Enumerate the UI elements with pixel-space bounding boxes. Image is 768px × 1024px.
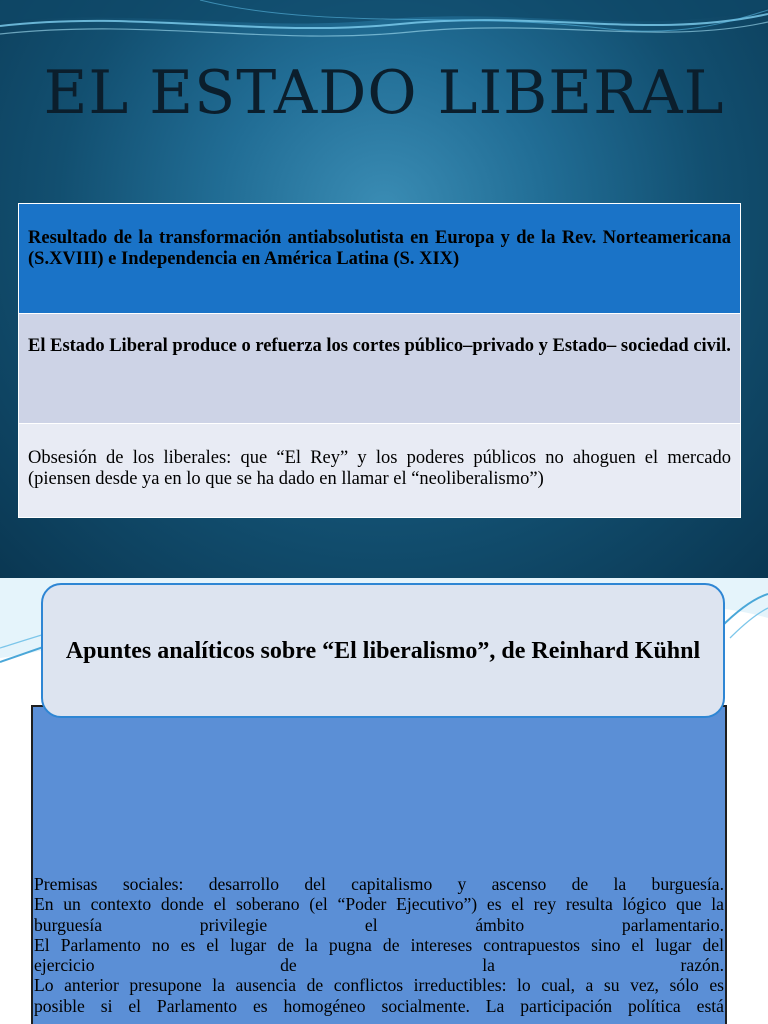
slide-apuntes-analiticos [0, 578, 768, 1024]
row-text: El Estado Liberal produce o refuerza los cortes público–privado y Estado– sociedad civil. [28, 336, 731, 356]
content-line: El Parlamento no es el lugar de la pugna de intereses contrapuestos sino el lugar del [34, 934, 724, 955]
row-text: Resultado de la transformación antiabsolutista en Europa y de la Rev. Norteamericana (S.XVIII) e Independencia en América Latina (S. XIX) [28, 228, 731, 269]
row-text: Obsesión de los liberales: que “El Rey” y los poderes públicos no ahoguen el mercado (piensen desde ya en lo que se ha dado en llamar el “neoliberalismo”) [28, 448, 731, 489]
section-header-box [41, 583, 725, 718]
content-line: burguesía privilegie el ámbito parlamentario. [34, 914, 724, 935]
content-box [31, 705, 727, 1024]
table-row [19, 314, 740, 424]
content-line: posible si el Parlamento es homogéneo socialmente. La participación política está [34, 995, 724, 1016]
content-line: Lo anterior presupone la ausencia de conflictos irreductibles: lo cual, a su vez, sólo es [34, 975, 724, 996]
slide-title: EL ESTADO LIBERAL [43, 58, 725, 128]
table-row [19, 204, 740, 314]
content-table [18, 203, 741, 518]
content-line: ejercicio de la razón. [34, 955, 724, 976]
table-row [19, 424, 740, 517]
content-line: En un contexto donde el soberano (el “Poder Ejecutivo”) es el rey resulta lógico que la [34, 894, 724, 915]
content-text [34, 874, 724, 1016]
section-header-title: Apuntes analíticos sobre “El liberalismo”, de Reinhard Kühnl [65, 637, 701, 664]
content-line: Premisas sociales: desarrollo del capitalismo y ascenso de la burguesía. [34, 874, 724, 894]
